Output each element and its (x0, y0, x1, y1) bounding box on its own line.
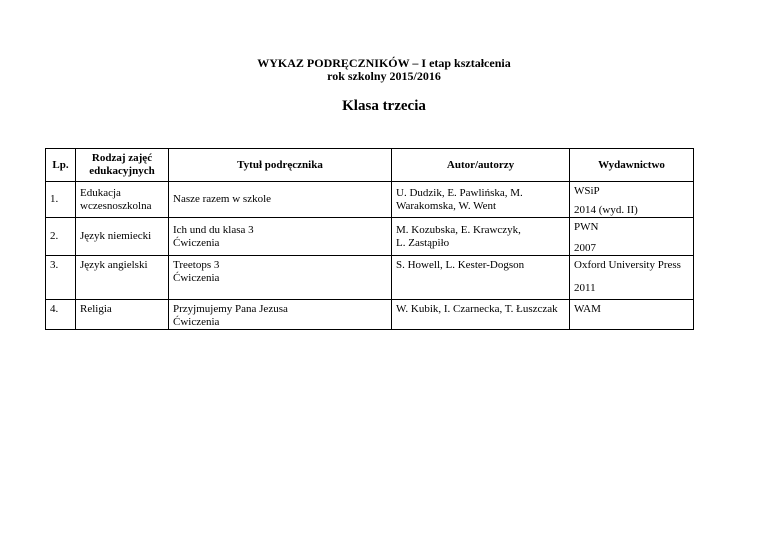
table-row (46, 182, 694, 218)
table-row (46, 256, 694, 300)
cell-title (169, 182, 392, 218)
cell-subject (76, 218, 169, 256)
cell-subject-line1: Język niemiecki (80, 230, 152, 242)
cell-author-line1: S. Howell, L. Kester-Dogson (396, 259, 525, 271)
cell-author-line2: Warakomska, W. Went (396, 199, 497, 212)
cell-lp: 2. (46, 218, 76, 256)
header-subject: Rodzaj zajęć edukacyjnych (76, 149, 169, 182)
cell-publisher-name: Oxford University Press (574, 259, 681, 271)
table-row (46, 218, 694, 256)
cell-author-line1: W. Kubik, I. Czarnecka, T. Łuszczak (396, 303, 558, 315)
cell-publisher (570, 182, 694, 218)
cell-title-line1: Treetops 3 (173, 259, 220, 271)
header-author: Autor/autorzy (392, 149, 570, 182)
cell-lp: 1. (46, 182, 76, 218)
cell-title-line1: Ich und du klasa 3 (173, 223, 254, 236)
cell-author-line1: M. Kozubska, E. Krawczyk, (396, 223, 521, 236)
header-title: Tytuł podręcznika (169, 149, 392, 182)
cell-title-line2: Ćwiczenia (173, 236, 220, 249)
textbook-table (45, 148, 694, 330)
cell-author-line2: L. Zastąpiło (396, 236, 450, 249)
cell-lp-text: 4. (50, 303, 59, 315)
cell-publisher-name: PWN (574, 221, 599, 233)
cell-publisher-name: WAM (574, 303, 601, 315)
cell-subject (76, 182, 169, 218)
document-title-line1: WYKAZ PODRĘCZNIKÓW – I etap kształcenia (257, 56, 511, 70)
class-heading: Klasa trzecia (342, 98, 426, 114)
cell-title-line1: Przyjmujemy Pana Jezusa (173, 303, 288, 315)
table-row (46, 300, 694, 330)
cell-lp (46, 256, 76, 300)
cell-author (392, 300, 570, 330)
cell-author (392, 182, 570, 218)
cell-title (169, 256, 392, 300)
header-lp: Lp. (46, 149, 76, 182)
cell-title-line1: Nasze razem w szkole (173, 193, 272, 205)
cell-author (392, 256, 570, 300)
cell-publisher (570, 256, 694, 300)
cell-title-line2: Ćwiczenia (173, 272, 220, 284)
cell-subject-line1: Religia (80, 303, 112, 315)
cell-title-line2: Ćwiczenia (173, 316, 220, 328)
cell-publisher (570, 218, 694, 256)
cell-subject (76, 300, 169, 330)
cell-publisher-year: 2011 (574, 282, 596, 294)
cell-author-line1: U. Dudzik, E. Pawlińska, M. (396, 186, 523, 199)
document-title-line2: rok szkolny 2015/2016 (327, 69, 441, 83)
cell-author (392, 218, 570, 256)
cell-lp (46, 300, 76, 330)
table-header-row (46, 149, 694, 182)
cell-subject-line1: Edukacja (80, 186, 121, 199)
cell-subject (76, 256, 169, 300)
cell-publisher-year: 2007 (574, 242, 596, 254)
header-publisher: Wydawnictwo (570, 149, 694, 182)
cell-publisher-name: WSiP (574, 185, 600, 197)
cell-title (169, 300, 392, 330)
cell-publisher (570, 300, 694, 330)
cell-title (169, 218, 392, 256)
cell-lp-text: 3. (50, 259, 59, 271)
cell-subject-line2: wczesnoszkolna (80, 199, 152, 212)
cell-publisher-year: 2014 (wyd. II) (574, 204, 638, 216)
cell-subject-line1: Język angielski (80, 259, 148, 271)
